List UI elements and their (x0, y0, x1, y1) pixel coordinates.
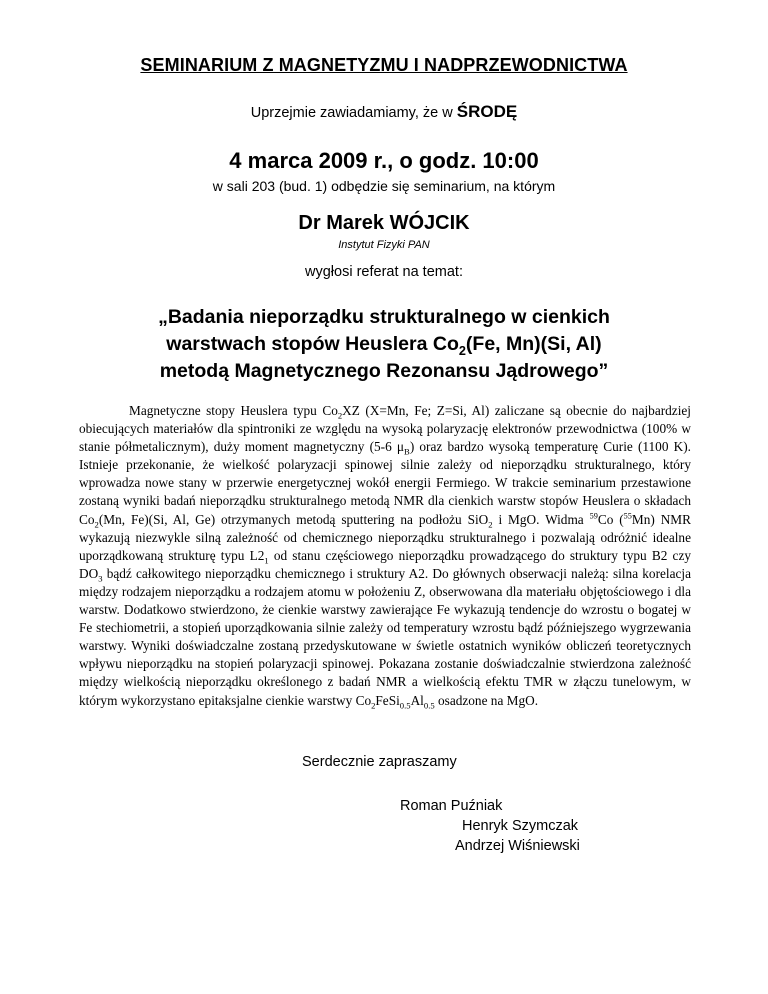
talk-title-line2-rest: (Fe, Mn)(Si, Al) (465, 333, 602, 355)
abstract-text: od stanu częściowego nieporządku prowadzącego do struktury typu B2 czy DO (79, 547, 691, 581)
abstract-sup: 59 (589, 511, 598, 521)
abstract-sub: 0.5 (399, 700, 411, 711)
abstract-text: bądź całkowitego nieporządku chemicznego i struktury A2. Do głównych obserwacji należą: silna korelacja między rodzajem nieporządku a rodzajem atomu w położeniu Z, obserwowana dla materiału objętościowego i dla warstw. Dodatkowo stwierdzono, że cienkie warstwy zawierające Fe wykazują tendencje do wzrostu o bogatej w Fe stechiometrii, a stopień uporządkowania silnie zależy od temperatury wzrostu bądź późniejszego wygrzewania warstwy. Wyniki doświadczalne zostaną przedyskutowane w świetle ostatnich wyników obliczeń teoretycznych wpływu nieporządku na stopień polaryzacji spinowej. Pokazana zostanie doświadczalnie stwierdzona zależność między wielkością nieporządku określonego z badań NMR a wielkością efektu TMR w złączu tunelowym, w którym wykorzystano epitaksjalne cienkie warstwy Co (79, 565, 691, 708)
abstract-sub: 2 (488, 519, 493, 530)
intro-text: Uprzejmie zawiadamiamy, że w (250, 105, 457, 121)
lead-in: wygłosi referat na temat: (305, 264, 463, 280)
abstract-text: (Mn, Fe)(Si, Al, Ge) otrzymanych metodą sputtering na podłożu SiO (98, 511, 489, 527)
speaker-name: Dr Marek WÓJCIK (298, 212, 470, 234)
mu-symbol: μ (396, 439, 405, 455)
abstract-sub: B (404, 446, 410, 457)
speaker-institute: Instytut Fizyki PAN (338, 239, 430, 251)
talk-title-line1: „Badania nieporządku strukturalnego w cienkich (158, 306, 610, 328)
talk-title-line2-text: warstwach stopów Heuslera Co (166, 333, 459, 355)
abstract-text: Co ( (597, 511, 624, 527)
intro-day: ŚRODĘ (456, 102, 518, 121)
abstract (79, 402, 691, 710)
intro-line (0, 102, 768, 122)
signature-3: Andrzej Wiśniewski (455, 838, 580, 854)
abstract-text: Magnetyczne stopy Heuslera typu Co (129, 403, 338, 418)
seminar-date: 4 marca 2009 r., o godz. 10:00 (229, 148, 539, 173)
abstract-text: ) oraz bardzo wysoką temperaturę Curie (1100 K). Istnieje przekonanie, że wielkość polaryzacji spinowej silnie zależy od nieporządku strukturalnego, który wprowadza nowe stany w przerwie energetycznej wokół energii Fermiego. W trakcie seminarium przestawione zostaną wyniki badań nieporządku strukturalnego metodą NMR dla cienkich warstw stopów Heuslera o składach Co (79, 439, 692, 527)
seminar-venue: w sali 203 (bud. 1) odbędzie się seminarium, na którym (212, 178, 556, 194)
abstract-text: XZ (X=Mn, Fe; Z=Si, Al) zaliczane są obecnie do najbardziej obiecujących materiałów dla spintroniki ze względu na wysoką polaryzację elektronów przewodnictwa (100% w stanie półmetalicznym), duży moment magnetyczny (5-6 (79, 403, 691, 455)
signature-1: Roman Puźniak (400, 798, 503, 814)
signature-2: Henryk Szymczak (462, 818, 579, 834)
closing-invitation: Serdecznie zapraszamy (302, 754, 457, 770)
talk-title-line3: metodą Magnetycznego Rezonansu Jądrowego” (159, 360, 609, 382)
abstract-text: i MgO. Widma (492, 511, 590, 527)
abstract-text: Mn) NMR wykazują niezwykle silną zależność od chemicznego nieporządku strukturalnego i pozwalają odróżnić idealne uporządkowaną strukturę typu L2 (79, 511, 691, 563)
abstract-sub: 3 (98, 573, 103, 584)
abstract-sub: 1 (264, 555, 269, 566)
abstract-sub: 0.5 (423, 700, 435, 711)
abstract-text: FeSi (375, 692, 400, 708)
abstract-text: osadzone na MgO. (434, 692, 539, 708)
abstract-sub: 2 (94, 519, 99, 530)
abstract-sup: 55 (623, 511, 632, 521)
abstract-sub: 2 (337, 410, 343, 421)
seminar-heading: SEMINARIUM Z MAGNETYZMU I NADPRZEWODNICTWA (140, 55, 628, 75)
talk-title (0, 304, 768, 385)
abstract-sub: 2 (371, 700, 376, 711)
talk-title-line2 (0, 331, 768, 358)
abstract-text: Al (410, 692, 424, 708)
talk-title-sub: 2 (458, 343, 466, 358)
